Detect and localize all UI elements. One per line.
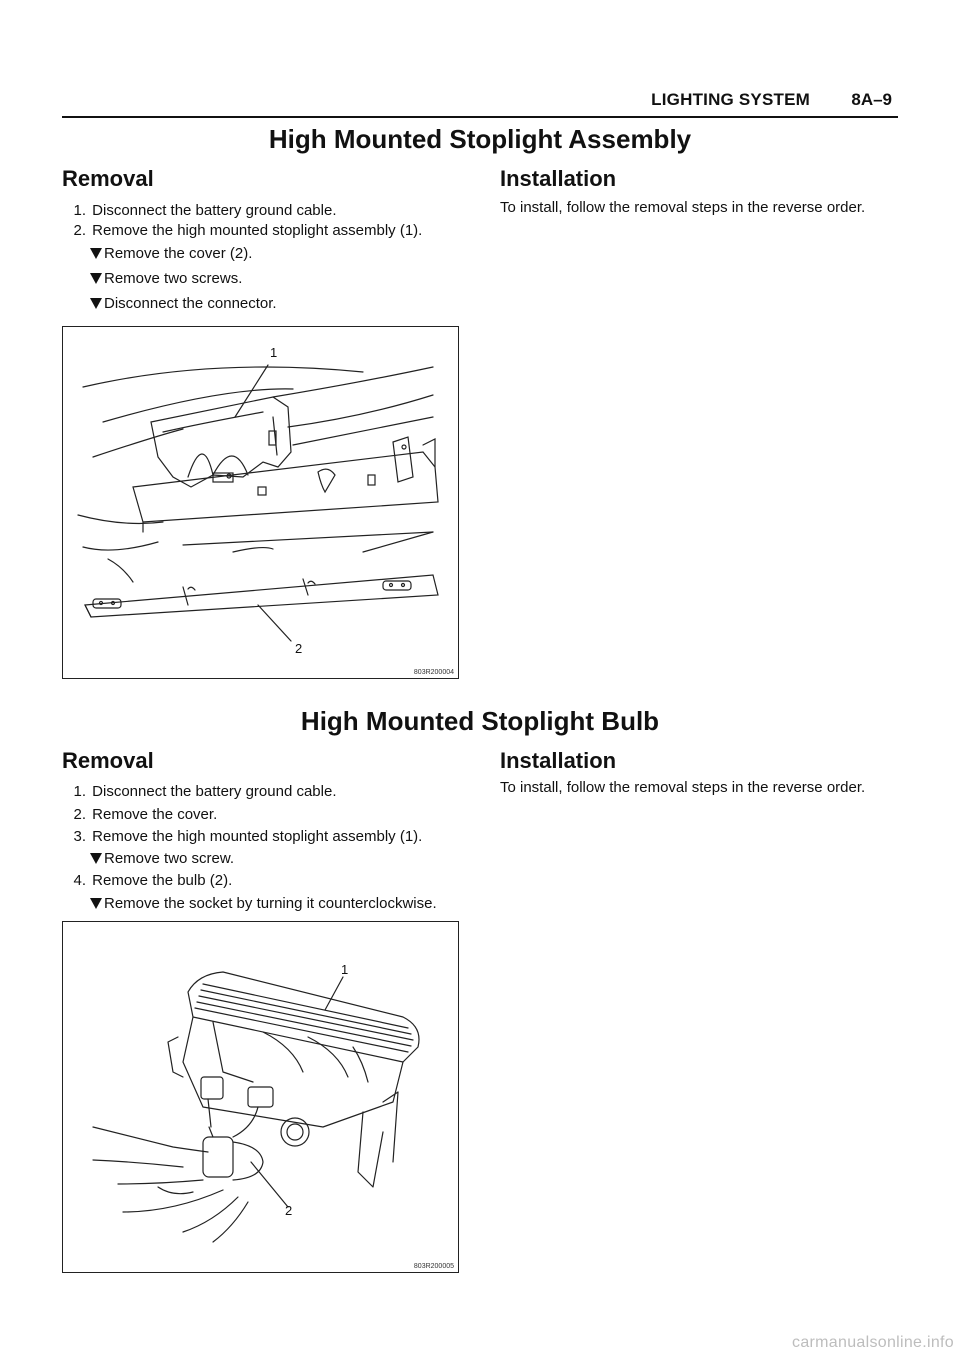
removal-step: 4. Remove the bulb (2). [73,872,233,889]
removal-substep: Remove the socket by turning it counterclockwise. [90,894,437,914]
callout-1: 1 [270,345,278,360]
removal-heading: Removal [62,166,154,191]
removal-heading: Removal [62,748,154,773]
section-name: LIGHTING SYSTEM [651,90,810,109]
callout-1: 1 [341,962,349,977]
installation-text: To install, follow the removal steps in the reverse order. [500,199,866,216]
section-title-bulb: High Mounted Stoplight Bulb [300,706,660,736]
removal-substep: Remove two screws. [90,269,242,289]
removal-substep: Remove two screw. [90,849,234,869]
bullet-triangle-icon [90,853,102,864]
figure-stoplight-assembly [62,326,459,679]
bullet-triangle-icon [90,898,102,909]
header-rule [62,116,898,118]
removal-step: 3. Remove the high mounted stoplight assembly (1). [73,828,423,845]
removal-step: 2. Remove the high mounted stoplight assembly (1). [73,222,423,239]
figure-code: 803R200004 [413,669,454,676]
figure-code: 803R200005 [413,1263,454,1270]
installation-text: To install, follow the removal steps in the reverse order. [500,779,866,796]
callout-2: 2 [285,1203,293,1218]
figure-stoplight-bulb [62,921,459,1273]
bulb-illustration [63,922,458,1272]
removal-step: 2. Remove the cover. [73,806,218,823]
watermark-link[interactable]: carmanualsonline.info [792,1334,954,1351]
running-header [0,90,900,116]
page-number: 8A–9 [851,90,892,109]
removal-substep: Remove the cover (2). [90,244,252,264]
section-title-assembly: High Mounted Stoplight Assembly [268,124,692,154]
bullet-triangle-icon [90,248,102,259]
bullet-triangle-icon [90,298,102,309]
callout-2: 2 [295,641,303,656]
removal-substep: Disconnect the connector. [90,294,277,314]
removal-step: 1. Disconnect the battery ground cable. [73,783,337,800]
installation-heading: Installation [500,748,617,773]
installation-heading: Installation [500,166,617,191]
assembly-illustration [63,327,458,678]
bullet-triangle-icon [90,273,102,284]
removal-step: 1. Disconnect the battery ground cable. [73,202,337,219]
